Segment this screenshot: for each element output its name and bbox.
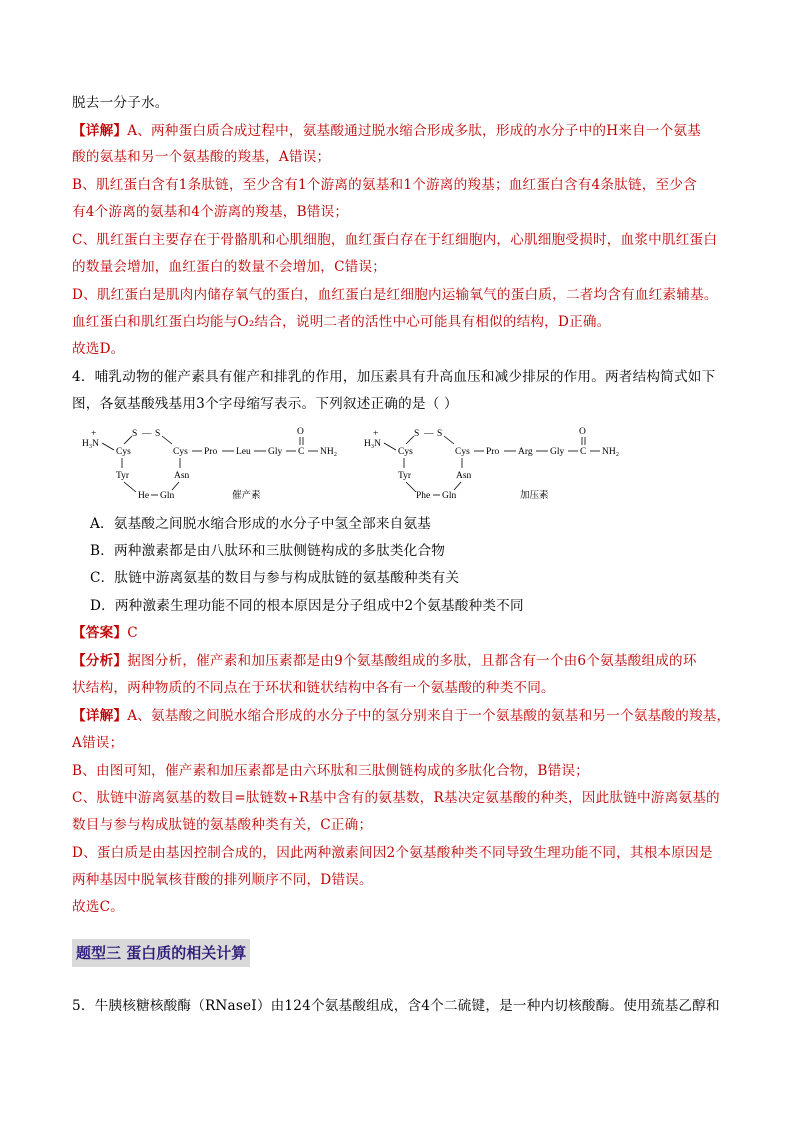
bond-label: — bbox=[424, 429, 434, 439]
text-line: 血红蛋白和肌红蛋白均能与O₂结合，说明二者的活性中心可能具有相似的结构，D正确。 bbox=[72, 314, 611, 330]
answer-value: C bbox=[127, 625, 138, 641]
text-line: 酸的氨基和另一个氨基酸的羧基，A错误； bbox=[72, 149, 331, 165]
detail-paragraph bbox=[72, 707, 730, 726]
question-4-stem: 4．哺乳动物的催产素具有催产和排乳的作用，加压素具有升高血压和减少排尿的作用。两者结构简式如下 bbox=[72, 369, 716, 385]
charge-label: + bbox=[91, 429, 97, 439]
residue-cys: Cys bbox=[455, 447, 470, 457]
answer-tag: 【答案】 bbox=[72, 625, 128, 641]
vasopressin-structure bbox=[364, 427, 619, 501]
oxygen-label: O bbox=[579, 427, 586, 437]
residue-pro: Pro bbox=[204, 447, 218, 457]
h3n-label: H₃N bbox=[364, 439, 382, 449]
amide-label: NH₂ bbox=[602, 447, 620, 457]
residue-tyr: Tyr bbox=[116, 471, 130, 481]
text-line: 脱去一分子水。 bbox=[72, 95, 169, 111]
answer-line bbox=[72, 624, 138, 643]
residue-cys: Cys bbox=[398, 447, 413, 457]
residue-tyr: Tyr bbox=[398, 471, 412, 481]
detail-paragraph bbox=[72, 122, 701, 141]
h3n-label: H₃N bbox=[82, 439, 100, 449]
residue-pro: Pro bbox=[486, 447, 500, 457]
text-line: 故选D。 bbox=[72, 341, 125, 357]
question-4-stem: 图，各氨基酸残基用3个字母缩写表示。下列叙述正确的是（ ） bbox=[72, 396, 458, 412]
residue-gln: Gln bbox=[442, 491, 457, 501]
bond-label: — bbox=[142, 429, 152, 439]
residue-gly: Gly bbox=[550, 447, 565, 457]
detail-text: A、氨基酸之间脱水缩合形成的水分子中的氢分别来自于一个氨基酸的氨基和另一个氨基酸的羧基， bbox=[127, 708, 731, 724]
oxygen-label: O bbox=[297, 427, 304, 437]
oxytocin-structure bbox=[82, 427, 337, 501]
sulfur-label: S bbox=[414, 429, 420, 439]
text-line: 两种基因中脱氧核苷酸的排列顺序不同，D错误。 bbox=[72, 872, 373, 888]
residue-asn: Asn bbox=[456, 471, 472, 481]
hormone-label: 加压素 bbox=[520, 491, 549, 501]
carbon-label: C bbox=[298, 447, 305, 457]
text-line: C、肽链中游离氨基的数目=肽链数+R基中含有的氨基数，R基决定氨基酸的种类，因此肽链中游离氨基的 bbox=[72, 790, 720, 806]
text-line: D、蛋白质是由基因控制合成的，因此两种激素间因2个氨基酸种类不同导致生理功能不同，其根本原因是 bbox=[72, 845, 713, 861]
analysis-tag: 【分析】 bbox=[72, 653, 128, 669]
detail-text: A、两种蛋白质合成过程中，氨基酸通过脱水缩合形成多肽，形成的水分子中的H来自一个氨基 bbox=[127, 123, 702, 139]
analysis-text: 据图分析，催产素和加压素都是由9个氨基酸组成的多肽，且都含有一个由6个氨基酸组成的环 bbox=[127, 653, 697, 669]
residue-gly: Gly bbox=[268, 447, 283, 457]
residue-ile: He bbox=[138, 491, 150, 501]
sulfur-label: S bbox=[437, 429, 443, 439]
sulfur-label: S bbox=[155, 429, 161, 439]
option-d: D．两种激素生理功能不同的根本原因是分子组成中2个氨基酸种类不同 bbox=[90, 598, 524, 614]
residue-cys: Cys bbox=[173, 447, 188, 457]
detail-tag: 【详解】 bbox=[72, 708, 128, 724]
option-a: A．氨基酸之间脱水缩合形成的水分子中氢全部来自氨基 bbox=[90, 516, 432, 532]
text-line: 有4个游离的氨基和4个游离的羧基，B错误； bbox=[72, 204, 349, 220]
question-5-stem: 5．牛胰核糖核酸酶（RNaseI）由124个氨基酸组成，含4个二硫键，是一种内切核酸酶。使用巯基乙醇和 bbox=[72, 998, 720, 1014]
detail-tag: 【详解】 bbox=[72, 123, 128, 139]
charge-label: + bbox=[373, 429, 379, 439]
analysis-paragraph bbox=[72, 652, 697, 671]
section-heading: 题型三 蛋白质的相关计算 bbox=[72, 939, 250, 967]
residue-gln: Gln bbox=[160, 491, 175, 501]
option-b: B．两种激素都是由八肽环和三肽侧链构成的多肽类化合物 bbox=[90, 543, 446, 559]
residue-cys: Cys bbox=[116, 447, 131, 457]
option-c: C．肽链中游离氨基的数目与参与构成肽链的氨基酸种类有关 bbox=[90, 570, 460, 586]
residue-asn: Asn bbox=[174, 471, 190, 481]
text-line: D、肌红蛋白是肌肉内储存氧气的蛋白，血红蛋白是红细胞内运输氧气的蛋白质，二者均含有血红素辅基。 bbox=[72, 287, 718, 303]
hormone-label: 催产素 bbox=[232, 491, 261, 501]
text-line: 数目与参与构成肽链的氨基酸种类有关，C正确； bbox=[72, 817, 373, 833]
text-line: C、肌红蛋白主要存在于骨骼肌和心肌细胞，血红蛋白存在于红细胞内，心肌细胞受损时，血浆中肌红蛋白 bbox=[72, 232, 718, 248]
residue-arg: Arg bbox=[518, 447, 533, 457]
carbon-label: C bbox=[580, 447, 587, 457]
residue-leu: Leu bbox=[236, 447, 251, 457]
structure-diagram bbox=[80, 424, 640, 506]
text-line: 故选C。 bbox=[72, 899, 124, 915]
text-line: B、由图可知，催产素和加压素都是由六环肽和三肽侧链构成的多肽化合物，B错误； bbox=[72, 763, 589, 779]
text-line: A错误； bbox=[72, 735, 124, 751]
residue-phe: Phe bbox=[416, 491, 431, 501]
text-line: 状结构，两种物质的不同点在于环状和链状结构中各有一个氨基酸的种类不同。 bbox=[72, 680, 555, 696]
sulfur-label: S bbox=[132, 429, 138, 439]
amide-label: NH₂ bbox=[320, 447, 338, 457]
text-line: B、肌红蛋白含有1条肽链，至少含有1个游离的氨基和1个游离的羧基；血红蛋白含有4条肽链，至少含 bbox=[72, 177, 697, 193]
text-line: 的数量会增加，血红蛋白的数量不会增加，C错误； bbox=[72, 259, 387, 275]
